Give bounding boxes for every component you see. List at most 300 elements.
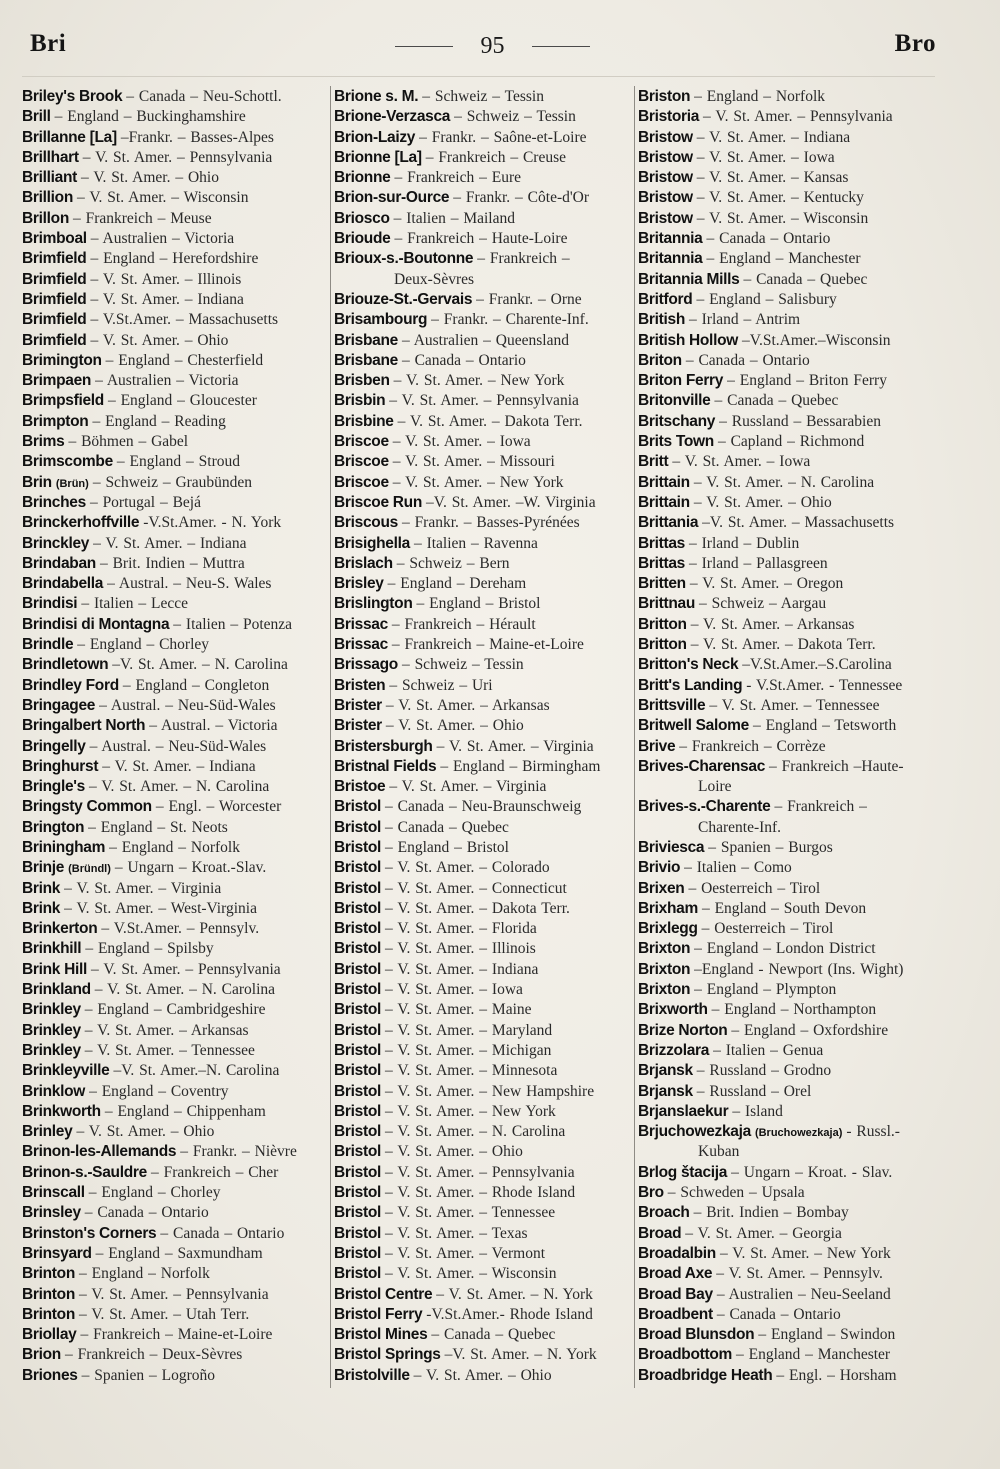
place-location: – V. St. Amer. – Ohio xyxy=(385,1143,523,1161)
place-name: Britt xyxy=(638,453,669,471)
place-location: – England – Northampton xyxy=(711,1001,877,1019)
place-location: – V. St. Amer. – Illinois xyxy=(90,270,242,288)
page-number: 95 xyxy=(480,32,505,59)
gazetteer-entry xyxy=(334,797,632,817)
place-location: – Frankreich – xyxy=(774,798,867,816)
gazetteer-entry xyxy=(334,331,632,351)
place-location: – England – Saxmundham xyxy=(95,1244,263,1262)
place-location: – Spanien – Logroño xyxy=(81,1366,216,1384)
place-location: – England – Bristol xyxy=(416,595,541,613)
gazetteer-entry xyxy=(334,412,632,432)
gazetteer-entry xyxy=(638,331,935,351)
gazetteer-entry xyxy=(334,939,632,959)
column-2 xyxy=(334,87,632,1386)
gazetteer-entry xyxy=(334,1305,632,1325)
place-name: Bristow xyxy=(638,189,693,207)
place-name: Bristol xyxy=(334,1102,381,1120)
gazetteer-entry xyxy=(638,899,935,919)
gazetteer-entry xyxy=(638,1122,935,1142)
place-location: – Frankreich –Haute- xyxy=(769,757,904,775)
place-name: Brillion xyxy=(22,189,73,207)
gazetteer-entry xyxy=(22,635,326,655)
place-location: – Austral. – Neu-S. Wales xyxy=(107,575,272,593)
column-1 xyxy=(22,87,326,1386)
place-location: – Schweiz – Bern xyxy=(396,554,510,572)
place-location: – Canada – Ontario xyxy=(716,1305,841,1323)
gazetteer-entry xyxy=(638,737,935,757)
place-name: Brisbine xyxy=(334,412,394,430)
gazetteer-entry xyxy=(334,1021,632,1041)
place-name: Brinsyard xyxy=(22,1244,92,1262)
place-location: –V. St. Amer. – N. York xyxy=(444,1346,597,1364)
gazetteer-entry xyxy=(22,168,326,188)
place-name: Brixlegg xyxy=(638,920,698,938)
place-location: – V. St. Amer. – New York xyxy=(393,372,565,390)
place-name: Brives-s.-Charente xyxy=(638,798,771,816)
gazetteer-entry xyxy=(334,1264,632,1284)
gazetteer-entry xyxy=(334,1163,632,1183)
place-location: – V. St. Amer. – Maryland xyxy=(385,1021,553,1039)
place-location: – England – Herefordshire xyxy=(90,250,259,268)
place-location: – Australien – Victoria xyxy=(90,230,235,248)
gazetteer-entry xyxy=(22,371,326,391)
place-name: Brinklow xyxy=(22,1082,86,1100)
place-location: – England – Manchester xyxy=(706,250,861,268)
gazetteer-entry xyxy=(638,554,935,574)
place-name: Brimfield xyxy=(22,290,87,308)
gazetteer-entry xyxy=(638,1224,935,1244)
place-name: Brittain xyxy=(638,493,690,511)
place-location: – V. St. Amer. – Florida xyxy=(385,920,537,938)
gazetteer-entry xyxy=(334,594,632,614)
gazetteer-entry xyxy=(22,148,326,168)
gazetteer-entry xyxy=(638,1021,935,1041)
gazetteer-entry xyxy=(22,1305,326,1325)
place-location: –V. St. Amer.–N. Carolina xyxy=(113,1062,280,1080)
gazetteer-entry xyxy=(334,1224,632,1244)
ornament-rule-left xyxy=(395,46,453,47)
place-location: – Italien – Mailand xyxy=(393,209,515,227)
place-location: – Frankr. – Charente-Inf. xyxy=(431,311,589,329)
place-name: Brindletown xyxy=(22,656,109,674)
place-location: – Schweden – Upsala xyxy=(667,1184,805,1202)
place-name: Brisambourg xyxy=(334,311,428,329)
place-location: – V. St. Amer. – Indiana xyxy=(385,960,539,978)
gazetteer-entry xyxy=(22,493,326,513)
place-location: – Frankr. – Côte-d'Or xyxy=(453,189,590,207)
place-location: – England – Chorley xyxy=(88,1184,221,1202)
gazetteer-entry xyxy=(22,229,326,249)
place-location: – England – Gloucester xyxy=(107,392,257,410)
place-name: Brittania xyxy=(638,514,699,532)
place-name: Briston xyxy=(638,88,691,105)
place-name: Brjansk xyxy=(638,1082,693,1100)
place-location: – Frankreich – Maine-et-Loire xyxy=(391,636,584,654)
place-location: – V. St. Amer. – Tennessee xyxy=(385,1204,556,1222)
place-name: Briones xyxy=(22,1366,78,1384)
place-location: – V. St. Amer. – Wisconsin xyxy=(77,189,249,207)
place-location: – V. St. Amer. – Georgia xyxy=(685,1224,842,1242)
place-name: Broadbridge Heath xyxy=(638,1366,773,1384)
gazetteer-entry xyxy=(638,1244,935,1264)
place-location: – V. St. Amer. – Minnesota xyxy=(385,1062,558,1080)
place-location: – V.St.Amer. – Massachusetts xyxy=(90,311,279,329)
place-name: Briscoe xyxy=(334,433,389,451)
place-name: Brittain xyxy=(638,473,690,491)
gazetteer-entry xyxy=(22,391,326,411)
place-location: – V. St. Amer. – Colorado xyxy=(385,859,550,877)
place-location: – Italien – Genua xyxy=(713,1041,824,1059)
place-location: – England – Stroud xyxy=(116,453,241,471)
place-location: – Irland – Pallasgreen xyxy=(689,554,828,572)
place-name: Brize Norton xyxy=(638,1021,728,1039)
place-location: – V. St. Amer. – Illinois xyxy=(385,940,536,958)
place-location: – Austral. – Neu-Süd-Wales xyxy=(89,737,267,755)
gazetteer-entry xyxy=(638,290,935,310)
place-name: Britschany xyxy=(638,412,716,430)
gazetteer-entry xyxy=(334,1082,632,1102)
place-location: – England – Chorley xyxy=(77,636,210,654)
place-name: Bristol xyxy=(334,940,381,958)
place-location: – V. St. Amer. – Indiana xyxy=(93,534,247,552)
gazetteer-entry xyxy=(22,716,326,736)
place-name: Broadalbin xyxy=(638,1244,716,1262)
gazetteer-entry xyxy=(334,615,632,635)
place-name: Brimington xyxy=(22,351,102,369)
gazetteer-entry xyxy=(334,980,632,1000)
place-name: Broach xyxy=(638,1204,690,1222)
gazetteer-entry xyxy=(334,1244,632,1264)
gazetteer-entry xyxy=(638,1325,935,1345)
gazetteer-entry xyxy=(22,1000,326,1020)
place-location: – V. St. Amer. – West-Virginia xyxy=(64,899,257,917)
gazetteer-entry xyxy=(22,919,326,939)
gazetteer-entry xyxy=(638,1305,935,1325)
gazetteer-entry xyxy=(638,1285,935,1305)
place-location: – Australien – Neu-Seeland xyxy=(716,1285,891,1303)
gazetteer-entry xyxy=(334,1000,632,1020)
place-name: Britton's Neck xyxy=(638,656,739,674)
place-name: Bristol xyxy=(334,879,381,897)
place-location: – V. St. Amer. – N. Carolina xyxy=(693,473,875,491)
gazetteer-entry xyxy=(334,1142,632,1162)
place-name: Broad Bay xyxy=(638,1285,713,1303)
gazetteer-entry xyxy=(334,209,632,229)
place-location: – V. St. Amer. – Arkansas xyxy=(690,615,855,633)
place-name: Brinkworth xyxy=(22,1102,101,1120)
gazetteer-entry xyxy=(638,960,935,980)
gazetteer-entry xyxy=(638,838,935,858)
place-name: Brinscall xyxy=(22,1184,85,1202)
gazetteer-entry xyxy=(334,1366,632,1386)
place-name: Brittas xyxy=(638,554,685,572)
place-location: – V. St. Amer. – N. Carolina xyxy=(385,1123,566,1141)
place-location: – England – Coventry xyxy=(89,1082,229,1100)
place-name: Bringelly xyxy=(22,737,86,755)
place-location: – V. St. Amer. – New Hampshire xyxy=(385,1082,595,1100)
place-name: Brinches xyxy=(22,493,86,511)
place-location: – Frankreich – Eure xyxy=(394,169,521,187)
gazetteer-entry xyxy=(638,980,935,1000)
place-location: – England – Spilsby xyxy=(85,940,214,958)
place-location: – England – London District xyxy=(694,940,876,958)
place-location: – Island xyxy=(732,1102,783,1120)
gazetteer-entry xyxy=(22,655,326,675)
place-name: Bristol xyxy=(334,1204,381,1222)
place-name: Brimscombe xyxy=(22,453,113,471)
place-name: Bristol xyxy=(334,1001,381,1019)
place-name: Bristol Ferry xyxy=(334,1305,423,1323)
gazetteer-entry xyxy=(334,107,632,127)
header-rule xyxy=(22,76,935,77)
gazetteer-entry xyxy=(638,655,935,675)
place-name: Brives-Charensac xyxy=(638,757,766,775)
gazetteer-entry xyxy=(22,1285,326,1305)
place-location: – V. St. Amer. – Arkansas xyxy=(385,696,550,714)
place-name: Bristow xyxy=(638,128,693,146)
place-name: Brinkley xyxy=(22,1021,81,1039)
gazetteer-entry xyxy=(334,635,632,655)
place-location: – Russland – Bessarabien xyxy=(719,412,881,430)
place-name: Brinckley xyxy=(22,534,90,552)
place-name: Bristersburgh xyxy=(334,737,433,755)
place-name: Bristol xyxy=(334,859,381,877)
place-location: – England – Swindon xyxy=(758,1326,896,1344)
place-location: – Canada – Quebec xyxy=(743,270,868,288)
place-name: Broadbent xyxy=(638,1305,713,1323)
gazetteer-entry xyxy=(638,87,935,107)
place-location: – Frankreich – Hérault xyxy=(391,615,536,633)
place-location: – Frankr. – Saône-et-Loire xyxy=(419,128,587,146)
gazetteer-entry xyxy=(334,960,632,980)
place-name: Brits Town xyxy=(638,433,714,451)
place-location: – V. St. Amer. – Rhode Island xyxy=(385,1184,576,1202)
gazetteer-entry xyxy=(22,107,326,127)
place-location: – Canada – Ontario xyxy=(685,351,810,369)
place-name: Bringalbert North xyxy=(22,717,146,735)
place-location: – Portugal – Bejá xyxy=(89,493,201,511)
place-name: Brisley xyxy=(334,575,384,593)
place-name: Briton Ferry xyxy=(638,372,724,390)
place-name: Bristolville xyxy=(334,1366,410,1384)
place-name: Brlog štacija xyxy=(638,1163,728,1181)
place-location: – V.St.Amer. – Pennsylv. xyxy=(101,920,260,938)
gazetteer-entry xyxy=(22,128,326,148)
place-location: – V. St. Amer. – Virginia xyxy=(436,737,594,755)
place-location: – Oesterreich – Tirol xyxy=(688,879,821,897)
place-name: Brislach xyxy=(334,554,393,572)
gazetteer-entry xyxy=(22,797,326,817)
place-location: – V. St. Amer. – Iowa xyxy=(672,453,811,471)
place-name: Britton xyxy=(638,636,687,654)
place-name: Bristol xyxy=(334,920,381,938)
place-name: Britonville xyxy=(638,392,711,410)
place-location: – Italien – Como xyxy=(684,859,792,877)
place-name: Brinkley xyxy=(22,1001,81,1019)
place-name: Brion-sur-Ource xyxy=(334,189,450,207)
place-name: Britwell Salome xyxy=(638,717,749,735)
gazetteer-entry xyxy=(638,473,935,493)
gazetteer-entry xyxy=(22,554,326,574)
place-name-variant: (Brün) xyxy=(55,477,89,490)
place-name: Britannia xyxy=(638,250,703,268)
place-location: – England – Cambridgeshire xyxy=(84,1001,266,1019)
place-name: Bristol xyxy=(334,899,381,917)
place-location: – England – Dereham xyxy=(387,575,527,593)
place-location: – Spanien – Burgos xyxy=(708,838,833,856)
place-location: – Canada – Ontario xyxy=(84,1204,209,1222)
place-location: – V. St. Amer. – Indiana xyxy=(102,757,256,775)
place-name: Bristen xyxy=(334,676,386,694)
place-location: – V. St. Amer. – Virginia xyxy=(64,879,222,897)
place-name-variant: (Bründl) xyxy=(68,863,111,876)
gazetteer-entry xyxy=(334,1061,632,1081)
gazetteer-entry xyxy=(638,351,935,371)
place-name: Briscous xyxy=(334,514,398,532)
place-location: – V. St. Amer. – Ohio xyxy=(385,717,524,735)
place-name: Bro xyxy=(638,1184,664,1202)
place-location: – Russland – Grodno xyxy=(696,1062,832,1080)
place-name: Brioude xyxy=(334,230,391,248)
place-name: Bristnal Fields xyxy=(334,757,437,775)
gazetteer-entry xyxy=(638,574,935,594)
gazetteer-entry xyxy=(22,757,326,777)
gazetteer-entry xyxy=(334,1203,632,1223)
place-name: Bristow xyxy=(638,169,693,187)
gazetteer-entry xyxy=(638,1082,935,1102)
place-name: Broad Blunsdon xyxy=(638,1326,755,1344)
gazetteer-entry xyxy=(638,412,935,432)
gazetteer-entry xyxy=(638,534,935,554)
place-name: Brinston's Corners xyxy=(22,1224,157,1242)
place-name: Bringhurst xyxy=(22,757,99,775)
place-location: – Frankreich – Deux-Sèvres xyxy=(64,1346,243,1364)
gazetteer-entry xyxy=(22,432,326,452)
place-name: Briningham xyxy=(22,838,106,856)
gazetteer-entry xyxy=(334,716,632,736)
place-location: – V. St. Amer. – Iowa xyxy=(385,981,523,999)
place-location: – Capland – Richmond xyxy=(717,433,865,451)
place-location: – Irland – Dublin xyxy=(689,534,800,552)
place-location: – England – St. Neots xyxy=(88,818,228,836)
place-name: Broad xyxy=(638,1224,682,1242)
place-name: Bristow xyxy=(638,209,693,227)
place-location: – England – Chippenham xyxy=(104,1102,266,1120)
place-location: – England – Reading xyxy=(92,412,226,430)
gazetteer-entry xyxy=(22,594,326,614)
place-name: Bristol xyxy=(334,1041,381,1059)
place-location: – Canada – Quebec xyxy=(714,392,839,410)
gazetteer-entry xyxy=(22,473,326,493)
place-name: Brixworth xyxy=(638,1001,708,1019)
gazetteer-entry xyxy=(334,655,632,675)
place-location: – Irland – Antrim xyxy=(689,311,801,329)
place-name: Brittsville xyxy=(638,696,706,714)
entry-continuation: Charente-Inf. xyxy=(698,818,782,836)
place-name: Brinje xyxy=(22,859,65,877)
place-location: – V. St. Amer. – Dakota Terr. xyxy=(397,412,583,430)
place-location: – Austral. – Victoria xyxy=(149,717,278,735)
place-location: – V. St. Amer. – New York xyxy=(385,1102,556,1120)
place-location: – V. St. Amer. – Tennessee xyxy=(84,1041,255,1059)
place-location: – Italien – Ravenna xyxy=(413,534,538,552)
place-name: Bristow xyxy=(638,148,693,166)
place-location: – Schweiz – Tessin xyxy=(454,108,576,126)
gazetteer-entry xyxy=(22,1224,326,1244)
place-location: – England – Birmingham xyxy=(440,757,601,775)
place-location: – V. St. Amer. – Pennsylv. xyxy=(716,1265,883,1283)
gazetteer-entry xyxy=(22,615,326,635)
place-name: Brjansk xyxy=(638,1062,693,1080)
place-name: Bringsty Common xyxy=(22,798,152,816)
place-location: - Russl.- xyxy=(846,1123,900,1141)
place-location: – V. St. Amer. – Virginia xyxy=(389,778,547,796)
place-name: Briviesca xyxy=(638,838,705,856)
gazetteer-entry xyxy=(638,635,935,655)
gazetteer-entry xyxy=(638,594,935,614)
place-name: Brisbane xyxy=(334,331,398,349)
gazetteer-entry xyxy=(22,899,326,919)
gazetteer-entry xyxy=(334,757,632,777)
place-name: Brixton xyxy=(638,981,691,999)
place-name: Brixham xyxy=(638,899,698,917)
column-divider xyxy=(634,86,635,1388)
place-location: – Schweiz – Tessin xyxy=(401,656,524,674)
place-location: – Canada – Neu-Schottl. xyxy=(126,88,282,105)
place-location: – Russland – Orel xyxy=(696,1082,812,1100)
gazetteer-entry xyxy=(638,676,935,696)
place-name: Broad Axe xyxy=(638,1265,713,1283)
gazetteer-entry xyxy=(334,391,632,411)
gazetteer-entry xyxy=(638,391,935,411)
place-location: – V. St. Amer. – Oregon xyxy=(689,575,844,593)
place-location: – England – Norfolk xyxy=(694,88,826,105)
place-name: Bringagee xyxy=(22,696,96,714)
gazetteer-entry xyxy=(334,351,632,371)
place-name: Brixton xyxy=(638,960,691,978)
place-location: – V. St. Amer. – Ohio xyxy=(693,493,832,511)
place-location: – V. St. Amer. – Pennsylvania xyxy=(82,148,273,166)
place-location: – Australien – Queensland xyxy=(401,331,569,349)
place-name: Broadbottom xyxy=(638,1346,732,1364)
gazetteer-entry xyxy=(22,960,326,980)
place-name: Briollay xyxy=(22,1326,77,1344)
place-location: – England – Buckinghamshire xyxy=(54,108,246,126)
gazetteer-entry xyxy=(334,1122,632,1142)
place-name: Britt's Landing xyxy=(638,676,743,694)
place-name: Brin xyxy=(22,473,52,491)
gazetteer-entry xyxy=(22,513,326,533)
gazetteer-entry xyxy=(334,128,632,148)
place-name: Brivio xyxy=(638,859,681,877)
place-name: Brindle xyxy=(22,636,74,654)
gazetteer-entry xyxy=(334,1102,632,1122)
gazetteer-entry xyxy=(334,87,632,107)
place-location: – Frankreich – Creuse xyxy=(425,148,566,166)
place-location: – V. St. Amer. – Iowa xyxy=(696,148,835,166)
place-name: Brioux-s.-Boutonne xyxy=(334,250,474,268)
place-name: British Hollow xyxy=(638,331,738,349)
gazetteer-entry xyxy=(334,777,632,797)
gazetteer-entry xyxy=(638,310,935,330)
place-name: Briton xyxy=(638,351,682,369)
place-name: Brimpaen xyxy=(22,372,92,390)
place-name: Brimfield xyxy=(22,331,87,349)
gazetteer-entry xyxy=(22,270,326,290)
place-location: – V. St. Amer. – Ohio xyxy=(90,331,229,349)
place-location: – England – Congleton xyxy=(122,676,270,694)
place-location: – England – Briton Ferry xyxy=(727,372,887,390)
